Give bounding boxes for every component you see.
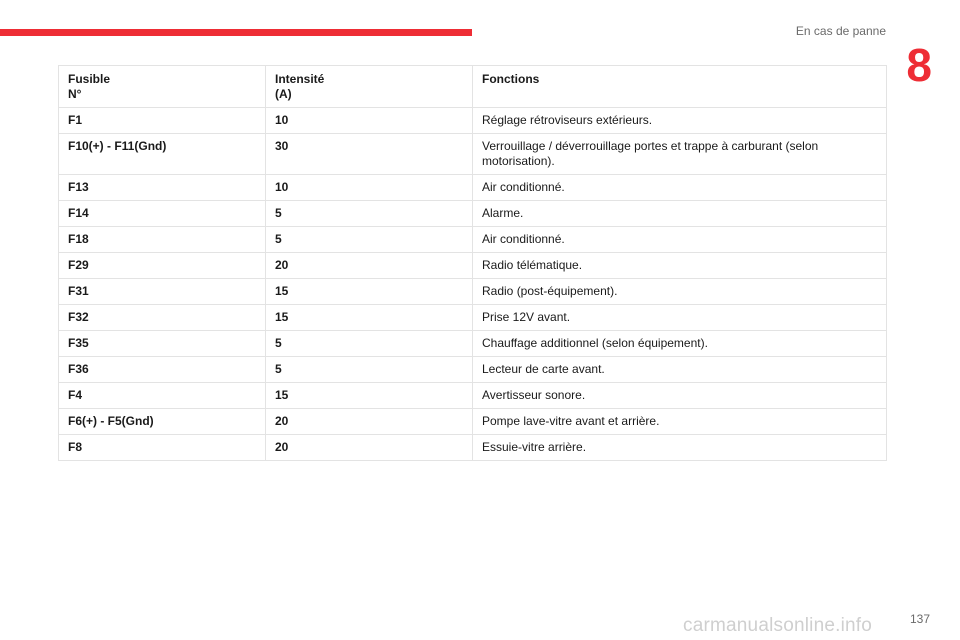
function-cell: Pompe lave-vitre avant et arrière. — [473, 409, 887, 435]
fuse-number-cell: F4 — [59, 383, 266, 409]
function-cell: Chauffage additionnel (selon équipement). — [473, 331, 887, 357]
fuse-number-cell: F36 — [59, 357, 266, 383]
fuse-number-cell: F13 — [59, 175, 266, 201]
intensity-cell: 20 — [266, 409, 473, 435]
function-cell: Air conditionné. — [473, 227, 887, 253]
watermark: carmanualsonline.info — [683, 615, 873, 636]
fuse-number-cell: F32 — [59, 305, 266, 331]
chapter-title: En cas de panne — [795, 24, 886, 38]
page-number: 137 — [909, 612, 930, 626]
function-cell: Alarme. — [473, 201, 887, 227]
intensity-cell: 5 — [266, 331, 473, 357]
function-cell: Prise 12V avant. — [473, 305, 887, 331]
function-cell: Radio (post-équipement). — [473, 279, 887, 305]
function-cell: Air conditionné. — [473, 175, 887, 201]
function-cell: Essuie-vitre arrière. — [473, 435, 887, 461]
intensity-cell: 30 — [266, 134, 473, 175]
intensity-cell: 20 — [266, 435, 473, 461]
table-row — [59, 331, 887, 357]
intensity-cell: 5 — [266, 201, 473, 227]
intensity-cell: 15 — [266, 305, 473, 331]
table-row — [59, 305, 887, 331]
fuse-table — [58, 65, 887, 461]
table-row — [59, 383, 887, 409]
header-intensity-label: Intensité — [275, 72, 325, 86]
table-row — [59, 108, 887, 134]
table-row — [59, 253, 887, 279]
fuse-number-cell: F1 — [59, 108, 266, 134]
function-cell: Avertisseur sonore. — [473, 383, 887, 409]
intensity-cell: 10 — [266, 175, 473, 201]
function-cell: Radio télématique. — [473, 253, 887, 279]
table-row — [59, 409, 887, 435]
fuse-number-cell: F35 — [59, 331, 266, 357]
table-row — [59, 175, 887, 201]
intensity-cell: 20 — [266, 253, 473, 279]
intensity-cell: 5 — [266, 227, 473, 253]
fuse-number-cell: F14 — [59, 201, 266, 227]
function-cell: Réglage rétroviseurs extérieurs. — [473, 108, 887, 134]
fuse-number-cell: F18 — [59, 227, 266, 253]
header-fuse-number-label: N° — [68, 87, 82, 101]
table-row — [59, 201, 887, 227]
fuse-number-cell: F6(+) - F5(Gnd) — [59, 409, 266, 435]
table-row — [59, 134, 887, 175]
fuse-number-cell: F29 — [59, 253, 266, 279]
table-row — [59, 227, 887, 253]
chapter-number: 8 — [906, 39, 932, 91]
fuse-table-header-row — [59, 66, 887, 108]
header-intensity-unit: (A) — [275, 87, 292, 101]
fuse-number-cell: F8 — [59, 435, 266, 461]
intensity-cell: 15 — [266, 383, 473, 409]
fuse-table-body — [59, 108, 887, 461]
header-fuse-label: Fusible — [68, 72, 111, 86]
chapter-accent-bar — [0, 29, 472, 36]
header-fuse-number — [59, 66, 266, 108]
header-intensity — [266, 66, 473, 108]
fuse-number-cell: F10(+) - F11(Gnd) — [59, 134, 266, 175]
intensity-cell: 5 — [266, 357, 473, 383]
intensity-cell: 10 — [266, 108, 473, 134]
function-cell: Lecteur de carte avant. — [473, 357, 887, 383]
table-row — [59, 279, 887, 305]
intensity-cell: 15 — [266, 279, 473, 305]
fuse-number-cell: F31 — [59, 279, 266, 305]
table-row — [59, 357, 887, 383]
function-cell: Verrouillage / déverrouillage portes et trappe à carburant (selon motorisation). — [473, 134, 887, 175]
table-row — [59, 435, 887, 461]
header-functions: Fonctions — [473, 66, 887, 108]
